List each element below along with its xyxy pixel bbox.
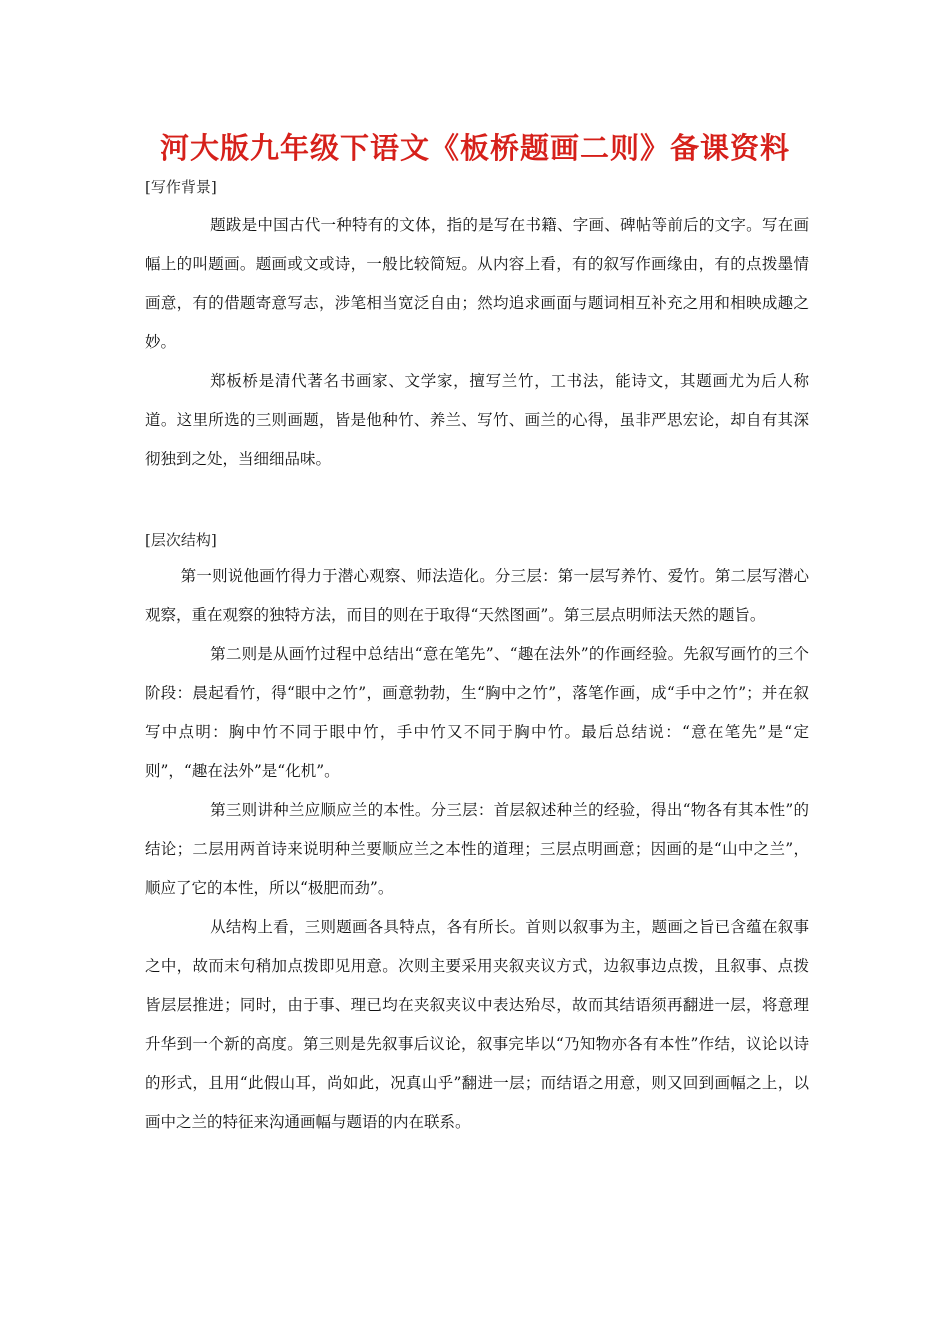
document-title: 河大版九年级下语文《板桥题画二则》备课资料: [159, 131, 790, 165]
paragraph: 第一则说他画竹得力于潜心观察、师法造化。分三层：第一层写养竹、爱竹。第二层写潜心观察，重在观察的独特方法，而目的则在于取得“天然图画”。第三层点明师法天然的题旨。: [145, 567, 809, 624]
section-heading-background: [写作背景]: [145, 178, 217, 196]
document-body: [145, 174, 809, 1142]
section-heading-structure: [层次结构]: [145, 531, 217, 549]
paragraph: 第三则讲种兰应顺应兰的本性。分三层：首层叙述种兰的经验，得出“物各有其本性”的结论；二层用两首诗来说明种兰要顺应兰之本性的道理；三层点明画意；因画的是“山中之兰”，顺应了它的本性，所以“极肥而劲”。: [145, 801, 809, 897]
paragraph: 题跋是中国古代一种特有的文体，指的是写在书籍、字画、碑帖等前后的文字。写在画幅上的叫题画。题画或文或诗，一般比较简短。从内容上看，有的叙写作画缘由，有的点拨墨情画意，有的借题寄意写志，涉笔相当宽泛自由；然均追求画面与题词相互补充之用和相映成趣之妙。: [145, 216, 809, 351]
paragraph: 郑板桥是清代著名书画家、文学家，擅写兰竹，工书法，能诗文，其题画尤为后人称道。这里所选的三则画题，皆是他种竹、养兰、写竹、画兰的心得，虽非严思宏论，却自有其深彻独到之处，当细细品味。: [145, 372, 809, 468]
paragraph: 从结构上看，三则题画各具特点，各有所长。首则以叙事为主，题画之旨已含蕴在叙事之中，故而末句稍加点拨即见用意。次则主要采用夹叙夹议方式，边叙事边点拨，且叙事、点拨皆层层推进；同时，由于事、理已均在夹叙夹议中表达殆尽，故而其结语须再翻进一层，将意理升华到一个新的高度。第三则是先叙事后议论，叙事完毕以“乃知物亦各有本性”作结，议论以诗的形式，且用“此假山耳，尚如此，况真山乎”翻进一层；而结语之用意，则又回到画幅之上，以画中之兰的特征来沟通画幅与题语的内在联系。: [145, 918, 809, 1131]
paragraph: 第二则是从画竹过程中总结出“意在笔先”、“趣在法外”的作画经验。先叙写画竹的三个阶段：晨起看竹，得“眼中之竹”，画意勃勃，生“胸中之竹”，落笔作画，成“手中之竹”；并在叙写中点明：胸中竹不同于眼中竹，手中竹又不同于胸中竹。最后总结说：“意在笔先”是“定则”，“趣在法外”是“化机”。: [145, 645, 809, 780]
